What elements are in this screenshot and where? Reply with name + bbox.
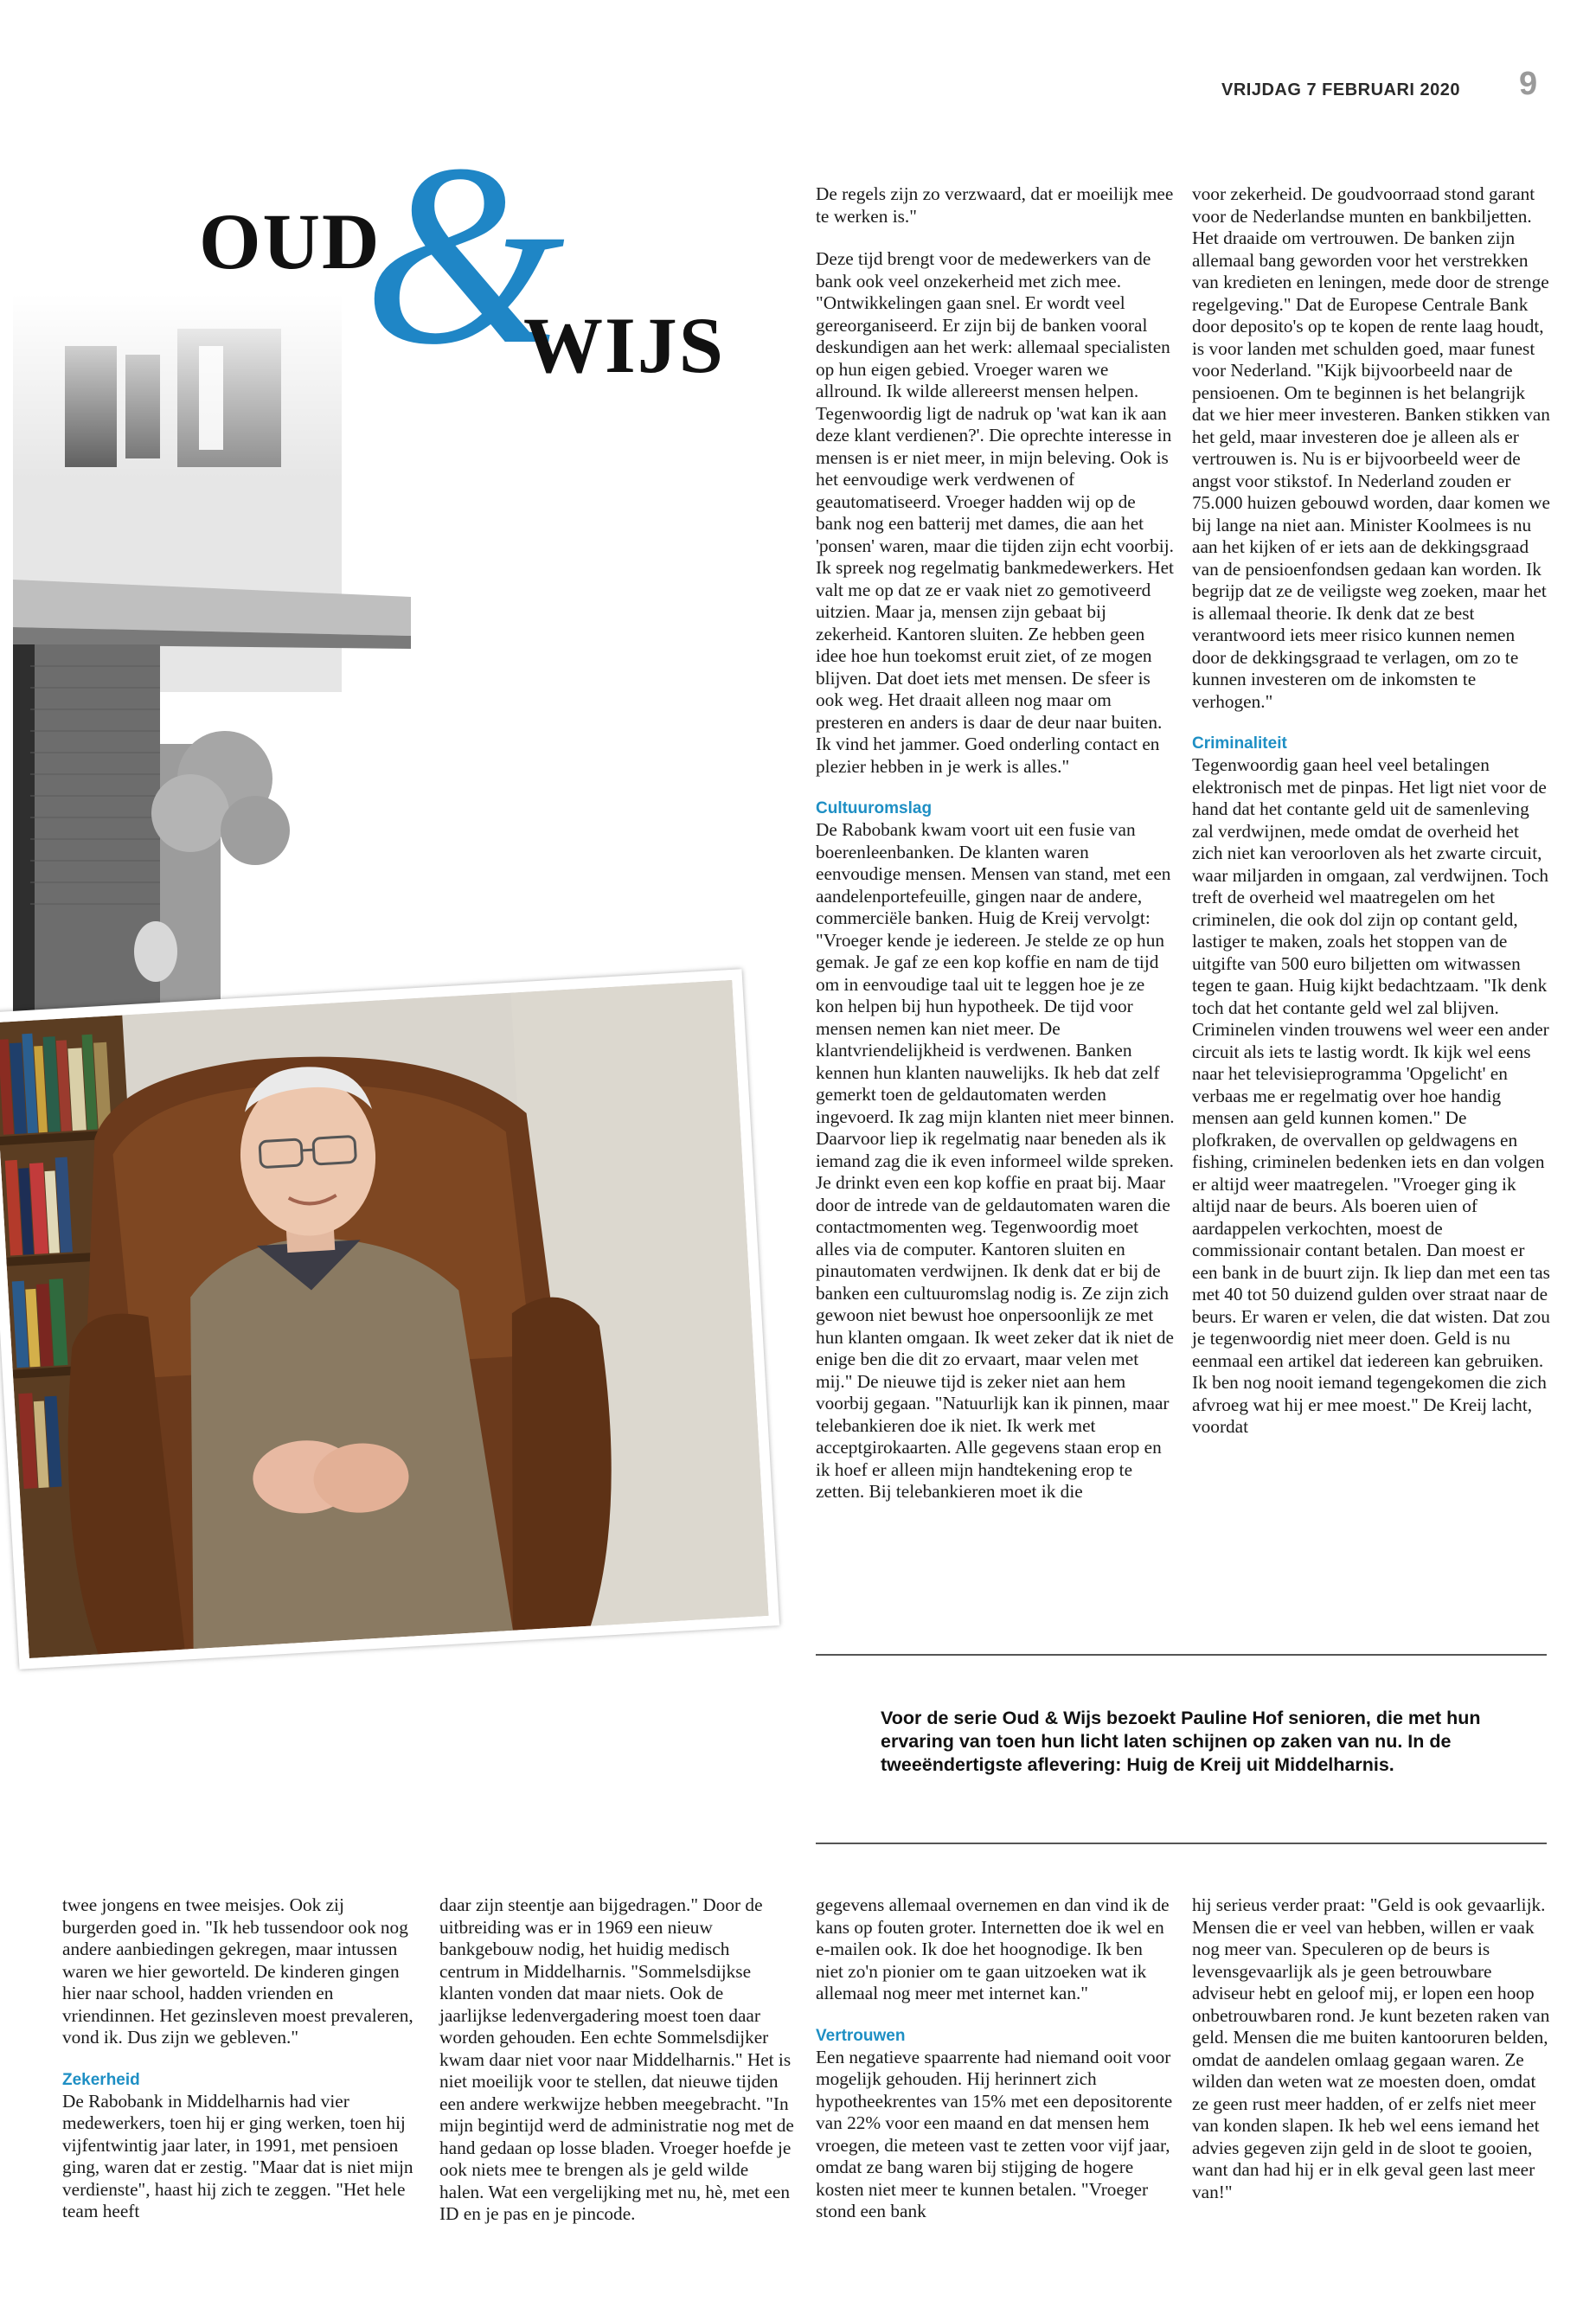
logo-word-oud: OUD [199,197,381,285]
article-column-bottom-4 [1192,1894,1551,2224]
paragraph: De Rabobank kwam voort uit een fusie van boerenleenbanken. De klanten waren eenvoudige mensen. Mensen van stand, met een aandelenportefeuille, gingen naar de andere, commerciële banken. Huig de Kreij vervolgt: "Vroeger kende je iedereen. Je stelde ze op hun gemak. Je gaf ze een kop koffie en nam de tijd om in eenvoudige taal uit te leggen hoe je ze kon helpen bij hun hypotheek. De tijd voor mensen nemen kan niet meer. De klantvriendelijkheid is verdwenen. Banken kennen hun klanten nauwelijks. Ik heb dat zelf gemerkt toen de geldautomaten werden ingevoerd. Ik zag mijn klanten niet meer binnen. Daarvoor liep ik regelmatig naar beneden als ik iemand zag die ik even informeel wilde spreken. Je drinkt even een kop koffie en praat bij. Maar door de intrede van de geldautomaten waren die contactmomenten weg. Tegenwoordig moet alles via de computer. Kantoren sluiten en pinautomaten verdwijnen. Ik denk dat er bij de banken een cultuuromslag nodig is. Ze zijn zich gewoon niet bewust hoe onpersoonlijk ze met hun klanten omgaan. Ik weet zeker dat ik niet de enige ben die dit zo ervaart, maar velen met mij." De nieuwe tijd is zeker niet aan hem voorbij gegaan. "Natuurlijk kan ik pinnen, maar telebankieren doe ik niet. Ik werk met acceptgirokaarten. Alle gegevens staan erop en ik hoef er alleen mijn handtekening erop te zetten. Bij telebankieren moet ik die [816,819,1175,1502]
paragraph: gegevens allemaal overnemen en dan vind ik de kans op fouten groter. Internetten doe ik wel en e-mailen ook. Ik doe het hoognodige. Ik ben niet zo'n pionier om te gaan uitzoeken wat ik allemaal nog meer met internet kan." [816,1894,1170,2003]
series-intro: Voor de serie Oud & Wijs bezoekt Pauline Hof senioren, die met hun ervaring van toen hun licht laten schijnen op zaken van nu. In de tweeëndertigste aflevering: Huig de Kreij uit Middelharnis. [881,1708,1481,1775]
article-column-bottom-2 [439,1894,794,2247]
oud-wijs-logo [195,160,757,437]
article-column-top-3 [816,183,1175,1524]
logo-word-wijs: WIJS [523,301,725,389]
paragraph: hij serieus verder praat: "Geld is ook gevaarlijk. Mensen die er veel van hebben, willen er vaak nog meer van. Speculeren op de beurs is levensgevaarlijk als je geen betrouwbare adviseur hebt en geloof mij, er lopen een hoop onbetrouwbaren rond. Je kunt bezeten raken van geld. Mensen die me buiten kantooruren belden, omdat de aandelen omlaag gegaan waren. Ze wilden dan weten wat ze moesten doen, omdat ze geen rust meer hadden, of er zelfs niet meer van konden slapen. Ik heb wel eens iemand het advies gegeven zijn geld in de sloot te gooien, want dan had hij er in elk geval geen last meer van!" [1192,1894,1550,2202]
page-number: 9 [1519,66,1538,102]
paragraph: De Rabobank in Middelharnis had vier medewerkers, toen hij er ging werken, toen hij vijfentwintig jaar later, in 1991, met pensioen ging, waren dat er zestig. "Maar dat is niet mijn verdienste", haast hij zich te zeggen. "Het hele team heeft [62,2090,413,2221]
paragraph: twee jongens en twee meisjes. Ook zij burgerden goed in. "Ik heb tussendoor ook nog andere aanbiedingen gekregen, maar intussen waren we hier geworteld. De kinderen gingen hier naar school, hadden vrienden en vriendinnen. Het gezinsleven moest prevaleren, vond ik. Dus zijn we gebleven." [62,1894,413,2048]
paragraph: Deze tijd brengt voor de medewerkers van de bank ook veel onzekerheid met zich mee. "Ontwikkelingen gaan snel. Er wordt veel gereorganiseerd. Er zijn bij de banken vooral deskundigen aan het werk: allemaal specialisten op hun eigen gebied. Vroeger waren we allround. Ik wilde allereerst mensen helpen. Tegenwoordig ligt de nadruk op 'wat kan ik aan deze klant verdienen?'. Die oprechte interesse in mensen is er niet meer, in mijn beleving. Ook is het eenvoudige werk verdwenen of geautomatiseerd. Vroeger hadden wij op de bank nog een batterij met dames, die aan het 'ponsen' waren, maar die tijden zijn echt voorbij. Ik spreek nog regelmatig bankmedewerkers. Het valt me op dat ze er vaak niet zo gemotiveerd uitzien. Maar ja, mensen zijn gebaat bij zekerheid. Kantoren sluiten. Ze hebben geen idee hoe hun toekomst eruit ziet, of ze mogen blijven. Dat doet iets met mensen. De sfeer is ook weg. Het draait alleen nog maar om presteren en anders is daar de deur naar buiten. Ik vind het jammer. Goed onderling contact en plezier hebben in je werk is alles." [816,248,1174,777]
portrait-photo [0,969,779,1669]
subheading-cultuuromslag: Cultuuromslag [816,799,933,817]
divider-bottom [816,1843,1547,1844]
subheading-vertrouwen: Vertrouwen [816,2026,906,2045]
article-column-bottom-1 [62,1894,417,2244]
paragraph: voor zekerheid. De goudvoorraad stond garant voor de Nederlandse munten en bankbiljetten. Het draaide om vertrouwen. De banken zijn allemaal bang geworden voor het verstrekken van kredieten en leningen, mede door de strenge regelgeving." Dat de Europese Centrale Bank door deposito's op te kopen de rente laag houdt, is voor landen met schulden goed, maar funest voor Nederland. "Kijk bijvoorbeeld naar de pensioenen. Om te beginnen is het belangrijk dat we hier meer investeren. Banken stikken van het geld, maar investeren doe je alleen als er vertrouwen is. Nu is er bijvoorbeeld weer de angst voor stikstof. In Nederland zouden er 75.000 huizen gebouwd worden, daar komen we bij lange na niet aan. Minister Koolmees is nu aan het kijken of er iets aan de dekkingsgraad van de pensioenfondsen gedaan kan worden. Ik begrijp dat ze de veiligste weg zoeken, maar het is allemaal theorie. Ik denk dat ze best verantwoord iets meer risico kunnen nemen door de dekkingsgraad te verlagen, om zo te kunnen investeren om de inkomsten te verhogen." [1192,183,1550,712]
logo-ampersand: & [363,160,566,398]
paragraph: De regels zijn zo verzwaard, dat er moeilijk mee te werken is." [816,183,1174,227]
paragraph: Een negatieve spaarrente had niemand ooit voor mogelijk gehouden. Hij herinnert zich hypotheekrentes van 15% met een depositorente van 22% voor een maand en dat mensen hem vroegen, die meteen vast te zetten voor vijf jaar, omdat ze bang waren bij stijging de hogere kosten niet meer te kunnen betalen. "Vroeger stond een bank [816,2046,1173,2221]
issue-date: VRIJDAG 7 FEBRUARI 2020 [1221,80,1461,99]
subheading-zekerheid: Zekerheid [62,2070,140,2089]
divider-top [816,1654,1547,1656]
article-column-bottom-3 [816,1894,1175,2244]
article-column-top-4 [1192,183,1551,1459]
paragraph: Tegenwoordig gaan heel veel betalingen elektronisch met de pinpas. Het ligt niet voor de hand dat het contante geld uit de samenleving zal verdwijnen, mede omdat de overheid het zich niet kan veroorloven als het zwarte circuit, waar miljarden in omgaan, zal verdwijnen. Toch treft de overheid wel maatregelen om het criminelen, die ook dol zijn op contant geld, lastiger te maken, zoals het stoppen van de uitgifte van 500 euro biljetten om witwassen tegen te gaan. Huig kijkt bedachtzaam. "Ik denk toch dat het contante geld wel zal blijven. Criminelen vinden trouwens wel weer een ander circuit als iets te lastig wordt. Ik kijk wel eens naar het televisieprogramma 'Opgelicht' en verbaas me er regelmatig over hoe handig mensen aan geld kunnen komen." De plofkraken, de overvallen op geldwagens en fishing, criminelen bedenken iets en dan volgen er altijd weer maatregelen. "Vroeger ging ik altijd naar de beurs. Als boeren uien of aardappelen verkochten, moest de commissionair contant betalen. Dan moest er een bank in de buurt zijn. Ik liep dan met een tas met 40 tot 50 duizend gulden over straat naar de beurs. Er waren er velen, die dat wisten. Dat zou je tegenwoordig niet meer doen. Geld is nu eenmaal een artikel dat iedereen kan gebruiken. Ik ben nog nooit iemand tegengekomen die zich afvroeg wat hij er mee moest." De Kreij lacht, voordat [1192,754,1550,1437]
paragraph: daar zijn steentje aan bijgedragen." Door de uitbreiding was er in 1969 een nieuw bankgebouw nodig, het huidig medisch centrum in Middelharnis. "Sommelsdijkse klanten vonden dat maar niets. Ook de jaarlijkse ledenvergadering moest toen daar worden gehouden. Een echte Sommelsdijker kwam daar niet voor naar Middelharnis." Het is niet moeilijk voor te stellen, dat nieuwe tijden een andere werkwijze hebben meegebracht. "In mijn begintijd werd de administratie nog met de hand gedaan op losse bladen. Vroeger hoefde je ook niets mee te brengen als je geld wilde halen. Wat een vergelijking met nu, hè, met een ID en je pas en je pincode. [439,1894,794,2224]
subheading-criminaliteit: Criminaliteit [1192,734,1287,753]
